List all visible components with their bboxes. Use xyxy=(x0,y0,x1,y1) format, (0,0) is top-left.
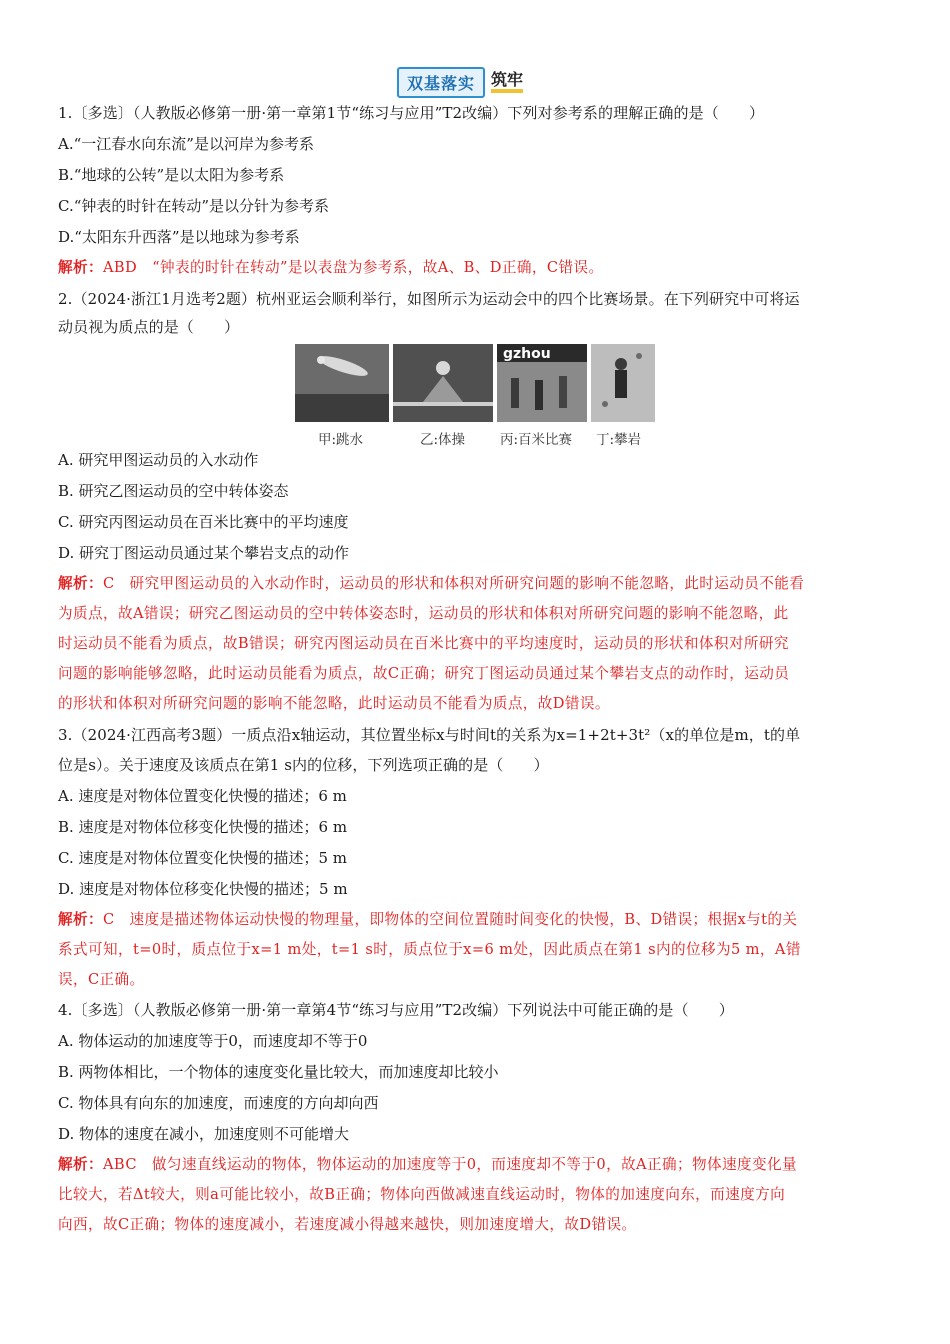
q4-answer-line-2: 比较大，若Δt较大，则a可能比较小，故B正确；物体向西做减速直线运动时，物体的加速度向东，而速度方向 xyxy=(58,1186,786,1203)
q4-answer-line-1 xyxy=(58,1156,797,1174)
q2-figure xyxy=(295,344,655,422)
caption-sprint: 丙:百米比赛 xyxy=(500,432,573,448)
q2-option-a: A. 研究甲图运动员的入水动作 xyxy=(58,451,259,469)
photo-gymnastics-image xyxy=(393,344,493,422)
q3-option-a: A. 速度是对物体位置变化快慢的描述；6 m xyxy=(58,787,347,805)
q2-option-b: B. 研究乙图运动员的空中转体姿态 xyxy=(58,482,289,500)
q1-option-a: A.“一江春水向东流”是以河岸为参考系 xyxy=(58,135,314,153)
section-badge: 双基落实 xyxy=(397,67,485,98)
q4-option-c: C. 物体具有向东的加速度，而速度的方向却向西 xyxy=(58,1094,379,1112)
photo-diving xyxy=(295,344,389,422)
q2-option-c: C. 研究丙图运动员在百米比赛中的平均速度 xyxy=(58,513,349,531)
q3-answer-text-1: C 速度是描述物体运动快慢的物理量，即物体的空间位置随时间变化的快慢，B、D错误；根据x与t的关 xyxy=(102,911,798,928)
q1-answer xyxy=(58,259,603,277)
q3-answer-line-1 xyxy=(58,911,797,929)
section-header xyxy=(397,68,523,96)
q1-answer-text: ABD “钟表的时针在转动”是以表盘为参考系，故A、B、D正确，C错误。 xyxy=(102,259,604,276)
q2-answer-tag: 解析： xyxy=(58,575,103,592)
q1-stem: 1.〔多选〕（人教版必修第一册·第一章第1节“练习与应用”T2改编）下列对参考系的理解正确的是（ ） xyxy=(58,104,765,122)
q2-answer-line-1 xyxy=(58,575,804,593)
q1-option-b: B.“地球的公转”是以太阳为参考系 xyxy=(58,166,285,184)
q3-option-b: B. 速度是对物体位移变化快慢的描述；6 m xyxy=(58,818,348,836)
q3-answer-line-3: 误，C正确。 xyxy=(58,971,145,988)
q1-answer-tag: 解析： xyxy=(58,259,103,276)
q2-stem-line-1: 2.（2024·浙江1月选考2题）杭州亚运会顺利举行，如图所示为运动会中的四个比赛场景。在下列研究中可将运 xyxy=(58,290,800,308)
q2-answer-line-2: 为质点，故A错误；研究乙图运动员的空中转体姿态时，运动员的形状和体积对所研究问题的影响不能忽略，此 xyxy=(58,605,789,622)
photo-diving-image xyxy=(295,344,389,422)
q4-option-a: A. 物体运动的加速度等于0，而速度却不等于0 xyxy=(58,1032,368,1050)
q3-option-c: C. 速度是对物体位置变化快慢的描述；5 m xyxy=(58,849,348,867)
q3-answer-line-2: 系式可知，t=0时，质点位于x=1 m处，t=1 s时，质点位于x=6 m处，因此质点在第1 s内的位移为5 m，A错 xyxy=(58,941,801,958)
photo-climbing xyxy=(591,344,655,422)
q4-option-d: D. 物体的速度在减小，加速度则不可能增大 xyxy=(58,1125,350,1143)
q1-option-d: D.“太阳东升西落”是以地球为参考系 xyxy=(58,228,300,246)
section-suffix: 筑牢 xyxy=(491,71,523,93)
q1-option-c: C.“钟表的时针在转动”是以分针为参考系 xyxy=(58,197,330,215)
photo-sprint-text: gzhou xyxy=(503,346,551,362)
q2-option-d: D. 研究丁图运动员通过某个攀岩支点的动作 xyxy=(58,544,350,562)
q3-stem-line-2: 位是s）。关于速度及该质点在第1 s内的位移，下列选项正确的是（ ） xyxy=(58,756,549,774)
caption-diving: 甲:跳水 xyxy=(318,432,364,448)
q4-stem: 4.〔多选〕（人教版必修第一册·第一章第4节“练习与应用”T2改编）下列说法中可能正确的是（ ） xyxy=(58,1001,734,1019)
photo-sprint xyxy=(497,344,587,422)
photo-gymnastics xyxy=(393,344,493,422)
photo-sprint-image xyxy=(497,344,587,422)
q4-option-b: B. 两物体相比，一个物体的速度变化量比较大，而加速度却比较小 xyxy=(58,1063,499,1081)
q2-answer-line-3: 时运动员不能看为质点，故B错误；研究丙图运动员在百米比赛中的平均速度时，运动员的形状和体积对所研究 xyxy=(58,635,789,652)
q2-answer-text-1: C 研究甲图运动员的入水动作时，运动员的形状和体积对所研究问题的影响不能忽略，此时运动员不能看 xyxy=(102,575,805,592)
q3-option-d: D. 速度是对物体位移变化快慢的描述；5 m xyxy=(58,880,348,898)
q2-stem-line-2: 动员视为质点的是（ ） xyxy=(58,318,240,336)
q4-answer-tag: 解析： xyxy=(58,1156,103,1173)
q3-stem-line-1: 3.（2024·江西高考3题）一质点沿x轴运动，其位置坐标x与时间t的关系为x=1+2t+3t²（x的单位是m，t的单 xyxy=(58,726,801,744)
q4-answer-text-1: ABC 做匀速直线运动的物体，物体运动的加速度等于0，而速度却不等于0，故A正确；物体速度变化量 xyxy=(102,1156,797,1173)
q2-answer-line-5: 的形状和体积对所研究问题的影响不能忽略，此时运动员不能看为质点，故D错误。 xyxy=(58,695,610,712)
photo-climbing-image xyxy=(591,344,655,422)
caption-climbing: 丁:攀岩 xyxy=(596,432,642,448)
q2-answer-line-4: 问题的影响能够忽略，此时运动员能看为质点，故C正确；研究丁图运动员通过某个攀岩支点的动作时，运动员 xyxy=(58,665,790,682)
caption-gymnastics: 乙:体操 xyxy=(420,432,466,448)
q4-answer-line-3: 向西，故C正确；物体的速度减小，若速度减小得越来越快，则加速度增大，故D错误。 xyxy=(58,1216,637,1233)
q3-answer-tag: 解析： xyxy=(58,911,103,928)
